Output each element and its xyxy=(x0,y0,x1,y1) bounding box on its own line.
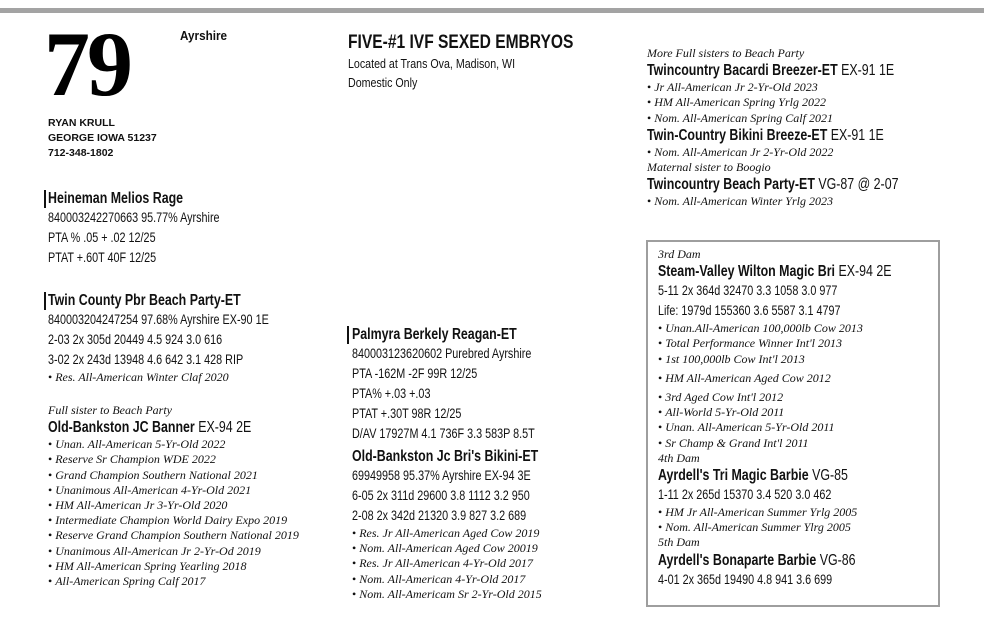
sister-score: EX-91 1E xyxy=(841,62,895,80)
mat-sire-id: 840003123620602 Purebred Ayrshire xyxy=(352,346,532,361)
more-sisters-label: More Full sisters to Beach Party xyxy=(647,46,805,60)
fourth-dam-label: 4th Dam xyxy=(658,450,700,465)
consignor-phone: 712-348-1802 xyxy=(48,147,114,159)
sire-block xyxy=(48,189,262,268)
fifth-dam-record: 4-01 2x 365d 19490 4.8 941 3.6 699 xyxy=(658,571,833,587)
third-dam-award: • All-World 5-Yr-Old 2011 xyxy=(658,405,950,420)
third-dam-lifetime: Life: 1979d 155360 3.6 5587 3.1 4797 xyxy=(658,303,841,319)
third-dam-award: • 1st 100,000lb Cow Int'l 2013 xyxy=(658,352,950,367)
third-dam-record: 5-11 2x 364d 32470 3.3 1058 3.0 977 xyxy=(658,283,838,299)
full-sister-award: • Unan. All-American 5-Yr-Old 2022 xyxy=(48,437,302,452)
second-dam-award: • Res. Jr All-American Aged Cow 2019 xyxy=(352,526,585,541)
consignor-name: RYAN KRULL xyxy=(48,117,115,129)
second-dam-id: 69949958 95.37% Ayrshire EX-94 3E xyxy=(352,468,531,483)
mat-sire-name: Palmyra Berkely Reagan-ET xyxy=(352,326,517,343)
second-dam-record-2: 2-08 2x 342d 21320 3.9 827 3.2 689 xyxy=(352,508,527,523)
full-sister-name: Old-Bankston JC Banner xyxy=(48,419,195,437)
full-sister-award: • Reserve Grand Champion Southern National 2019 xyxy=(48,528,302,543)
second-dam-block xyxy=(352,447,585,602)
third-dam-award: • 3rd Aged Cow Int'l 2012 xyxy=(658,390,950,405)
sire-ptat: PTAT +.60T 40F 12/25 xyxy=(48,250,157,265)
top-rule xyxy=(0,8,984,13)
fourth-dam-score: VG-85 xyxy=(812,467,848,485)
sister-name: Twincountry Bacardi Breezer-ET xyxy=(647,62,838,80)
sister-name: Twin-Country Bikini Breeze-ET xyxy=(647,126,828,144)
consignor-info xyxy=(48,116,157,161)
lot-header xyxy=(348,32,623,92)
sister-heading xyxy=(647,126,898,145)
third-dam-heading xyxy=(658,262,892,281)
lot-domestic: Domestic Only xyxy=(348,75,418,90)
dam-award: • Res. All-American Winter Claf 2020 xyxy=(48,370,324,385)
third-dam-award: • Sr Champ & Grand Int'l 2011 xyxy=(658,436,950,451)
mat-sire-pta: PTA -162M -2F 99R 12/25 xyxy=(352,366,478,381)
third-dam-name: Steam-Valley Wilton Magic Bri xyxy=(658,263,835,281)
second-dam-name: Old-Bankston Jc Bri's Bikini-ET xyxy=(352,448,539,465)
sister-name: Twincountry Beach Party-ET xyxy=(647,176,815,194)
third-dam-score: EX-94 2E xyxy=(838,263,892,281)
fourth-dam-record: 1-11 2x 265d 15370 3.4 520 3.0 462 xyxy=(658,487,832,503)
third-dam-award: • Unan. All-American 5-Yr-Old 2011 xyxy=(658,420,950,435)
lot-number: 79 xyxy=(44,13,130,115)
mat-sire-pta-pct: PTA% +.03 +.03 xyxy=(352,386,431,401)
full-sister-award: • Reserve Sr Champion WDE 2022 xyxy=(48,452,302,467)
full-sister-award: • All-American Spring Calf 2017 xyxy=(48,574,302,589)
fifth-dam-heading xyxy=(658,551,892,570)
third-dam-label: 3rd Dam xyxy=(658,247,701,261)
sire-bracket xyxy=(44,190,46,208)
fourth-dam-heading xyxy=(658,466,892,485)
second-dam-award: • Nom. All-American Aged Cow 20019 xyxy=(352,541,585,556)
sister-award: • Nom. All-American Spring Calf 2021 xyxy=(647,111,961,126)
sire-name: Heineman Melios Rage xyxy=(48,190,184,207)
sister-award: • HM All-American Spring Yrlg 2022 xyxy=(647,95,961,110)
second-dam-record-1: 6-05 2x 311d 29600 3.8 1112 3.2 950 xyxy=(352,488,530,503)
dam-bracket xyxy=(44,292,46,310)
pedigree-box xyxy=(646,240,940,607)
full-sister-award: • Intermediate Champion World Dairy Expo 2019 xyxy=(48,513,302,528)
fourth-dam-award: • Nom. All-American Summer Ylrg 2005 xyxy=(658,520,950,535)
dam-name: Twin County Pbr Beach Party-ET xyxy=(48,292,241,309)
fourth-dam-award: • HM Jr All-American Summer Yrlg 2005 xyxy=(658,505,950,520)
full-sister-award: • Grand Champion Southern National 2021 xyxy=(48,468,302,483)
lot-location: Located at Trans Ova, Madison, WI xyxy=(348,56,516,71)
full-sister-award: • Unanimous All-American 4-Yr-Old 2021 xyxy=(48,483,302,498)
full-sister-award: • HM All-American Jr 3-Yr-Old 2020 xyxy=(48,498,302,513)
mat-sire-ptat: PTAT +.30T 98R 12/25 xyxy=(352,406,462,421)
sister-heading xyxy=(647,175,898,194)
dam-record-2: 3-02 2x 243d 13948 4.6 642 3.1 428 RIP xyxy=(48,352,244,367)
dam-block xyxy=(48,291,324,385)
sister-award: • Nom. All-American Winter Yrlg 2023 xyxy=(647,194,961,209)
third-dam-award: • Total Performance Winner Int'l 2013 xyxy=(658,336,950,351)
maternal-sister-label: Maternal sister to Boogio xyxy=(647,160,771,175)
full-sister-heading xyxy=(48,418,251,437)
full-sister-award: • Unanimous All-American Jr 2-Yr-Od 2019 xyxy=(48,544,302,559)
dam-id: 840003204247254 97.68% Ayrshire EX-90 1E xyxy=(48,312,269,327)
sire-pta: PTA % .05 + .02 12/25 xyxy=(48,230,156,245)
mat-sire-bracket xyxy=(347,326,349,344)
mat-sire-block xyxy=(352,325,580,444)
fifth-dam-score: VG-86 xyxy=(819,551,856,569)
third-dam-award: • HM All-American Aged Cow 2012 xyxy=(658,371,950,386)
fifth-dam-label: 5th Dam xyxy=(658,535,700,550)
second-dam-award: • Nom. All-American 4-Yr-Old 2017 xyxy=(352,572,585,587)
consignor-address: GEORGE IOWA 51237 xyxy=(48,132,157,144)
pedigree-box-content xyxy=(658,247,950,590)
full-sister-block xyxy=(48,403,302,589)
sister-score: EX-91 1E xyxy=(830,126,884,144)
more-sisters-block xyxy=(647,46,961,209)
breed-label: Ayrshire xyxy=(180,28,228,43)
sister-award: • Jr All-American Jr 2-Yr-Old 2023 xyxy=(647,80,961,95)
full-sister-label: Full sister to Beach Party xyxy=(48,403,172,417)
full-sister-score: EX-94 2E xyxy=(198,419,252,437)
sister-score: VG-87 @ 2-07 xyxy=(818,176,899,194)
fourth-dam-name: Ayrdell's Tri Magic Barbie xyxy=(658,467,809,485)
sister-heading xyxy=(647,61,898,80)
second-dam-award: • Nom. All-Americam Sr 2-Yr-Old 2015 xyxy=(352,587,585,602)
third-dam-award: • Unan.All-American 100,000lb Cow 2013 xyxy=(658,321,950,336)
sister-award: • Nom. All-American Jr 2-Yr-Old 2022 xyxy=(647,145,961,160)
mat-sire-dav: D/AV 17927M 4.1 736F 3.3 583P 8.5T xyxy=(352,426,535,441)
fifth-dam-name: Ayrdell's Bonaparte Barbie xyxy=(658,551,817,569)
second-dam-award: • Res. Jr All-American 4-Yr-Old 2017 xyxy=(352,556,585,571)
dam-record-1: 2-03 2x 305d 20449 4.5 924 3.0 616 xyxy=(48,332,223,347)
full-sister-award: • HM All-American Spring Yearling 2018 xyxy=(48,559,302,574)
sire-id: 840003242270663 95.77% Ayrshire xyxy=(48,210,220,225)
lot-title: FIVE-#1 IVF SEXED EMBRYOS xyxy=(348,32,574,53)
